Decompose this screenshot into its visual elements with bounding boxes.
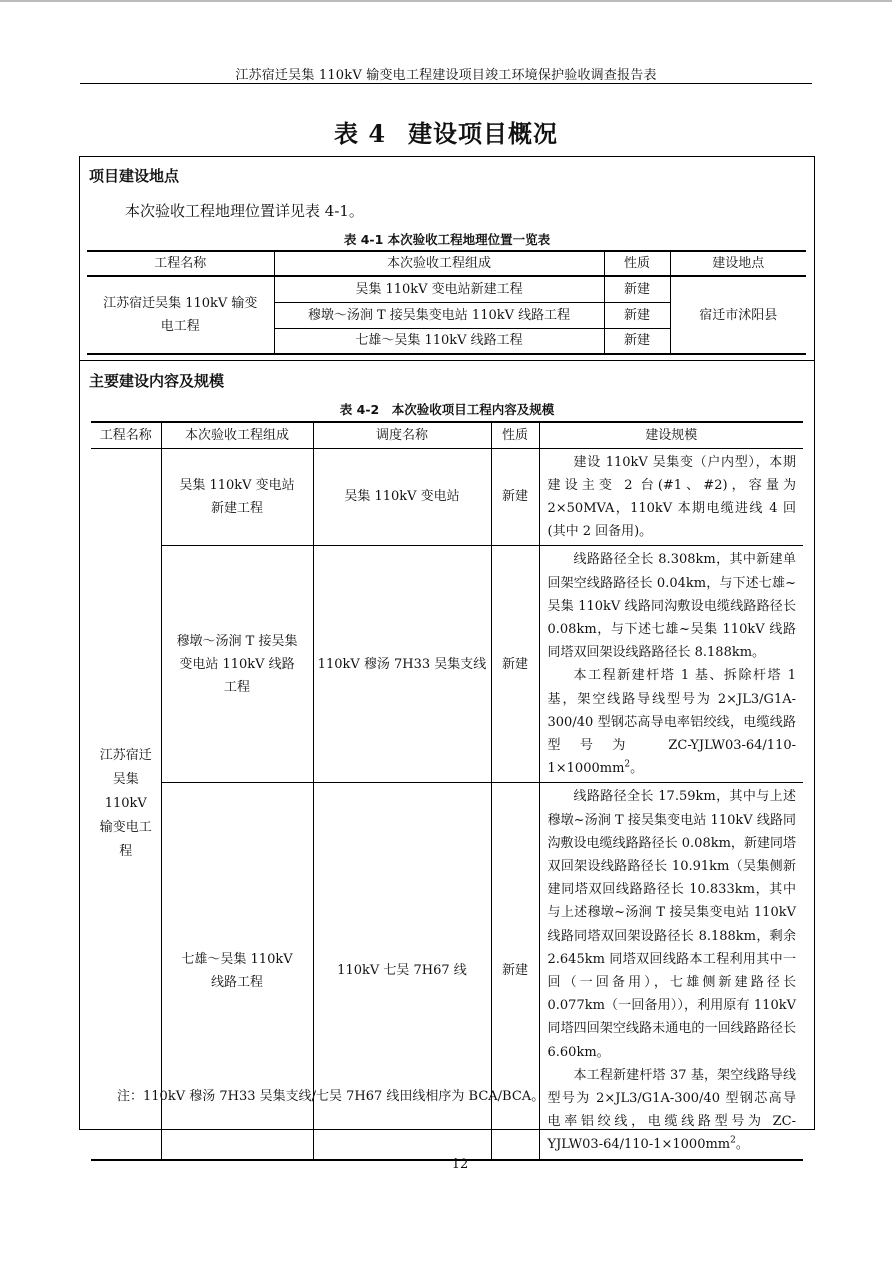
scale-paragraph: 线路路径全长 8.308km，其中新建单回架空线路路径长 0.04km，与下述七雄~吴集 110kV 线路同沟敷设电缆线路路径长 0.08km，与下述七雄~吴集 110kV 线路同塔双回架设线路路径长 8.188km。 [547, 552, 796, 661]
component-cell: 吴集 110kV 变电站新建工程 [274, 276, 604, 302]
scale-paragraph [548, 664, 797, 780]
component-cell: 穆墩～汤涧 T 接吴集变电站 110kV 线路工程 [161, 546, 313, 783]
column-header: 工程名称 [87, 251, 274, 276]
table-row [91, 448, 803, 546]
column-header: 建设地点 [670, 251, 806, 276]
scale-cell [539, 546, 803, 783]
component-cell: 七雄～吴集 110kV 线路工程 [274, 328, 604, 354]
section-location-heading: 项目建设地点 [89, 167, 180, 185]
page-number: 12 [451, 1157, 469, 1172]
section-divider [80, 360, 814, 361]
column-header: 本次验收工程组成 [161, 422, 313, 448]
dispatch-cell: 110kV 穆汤 7H33 吴集支线 [313, 546, 491, 783]
column-header: 性质 [604, 251, 670, 276]
project-name-cell: 江苏宿迁吴集 110kV 输变电工程 [103, 296, 258, 334]
nature-cell: 新建 [604, 328, 670, 354]
header-rule [80, 83, 812, 84]
column-header: 本次验收工程组成 [274, 251, 604, 276]
table-row [91, 546, 803, 783]
scale-cell [539, 448, 803, 546]
scale-text-tail: 。 [630, 761, 644, 777]
table-title: 建设项目概况 [408, 119, 559, 148]
table-header-row [91, 422, 803, 448]
scale-paragraph: 建设 110kV 吴集变（户内型），本期建设主变 2 台(#1、#2)，容量为 2×50MVA，110kV 本期电缆进线 4 回(其中 2 回备用)。 [547, 454, 796, 540]
component-cell: 七雄～吴集 110kV 线路工程 [161, 783, 313, 1160]
running-header: 江苏宿迁吴集 110kV 输变电工程建设项目竣工环境保护验收调查报告表 [235, 68, 657, 83]
table-header-row [87, 251, 806, 276]
scale-cell [539, 783, 803, 1160]
superscript: 2 [624, 759, 631, 770]
table-note: 注：110kV 穆汤 7H33 吴集支线/七吴 7H67 线田线相序为 BCA/BCA。 [117, 1089, 545, 1104]
column-header: 调度名称 [313, 422, 491, 448]
scale-text: 本工程新建杆塔 37 基，架空线路导线型号为 2×JL3/G1A-300/40 型钢芯高导电率铝绞线，电缆线路型号为 ZC-YJLW03-64/110-1×1000mm [547, 1067, 796, 1153]
nature-cell: 新建 [604, 302, 670, 328]
column-header: 建设规模 [539, 422, 803, 448]
table-4-2-caption: 表 4-2 本次验收项目工程内容及规模 [339, 402, 555, 417]
project-name-cell: 江苏宿迁吴集 110kV 输变电工程 [99, 747, 152, 859]
location-cell: 宿迁市沭阳县 [670, 276, 806, 354]
content-frame [79, 156, 815, 1153]
section-scale-heading: 主要建设内容及规模 [89, 372, 225, 390]
section-location-intro: 本次验收工程地理位置详见表 4-1。 [125, 202, 364, 220]
nature-cell: 新建 [491, 448, 539, 546]
table-row [87, 276, 806, 302]
scale-text: 本工程新建杆塔 1 基、拆除杆塔 1 基，架空线路导线型号为 2×JL3/G1A-300/40 型钢芯高导电率铝绞线，电缆线路型号为 ZC-YJLW03-64/110-1×1000mm [547, 668, 796, 777]
scale-paragraph: 线路路径全长 17.59km，其中与上述穆墩~汤涧 T 接吴集变电站 110kV 线路同沟敷设电缆线路路径长 0.08km，新建同塔双回架设线路路径长 10.91km（吴集侧新建同塔双回线路路径长 10.833km，其中与上述穆墩~汤涧 T 接吴集变电站 110kV 线路同塔双回架设路径长 8.188km，剩余 2.645km 同塔双回线路本工程利用其中一回（一回备用），七雄侧新建路径长 0.077km（一回备用）），利用原有 110kV 同塔四回架空线路未通电的一回线路路径长 6.60km。 [547, 789, 796, 1060]
nature-cell: 新建 [491, 546, 539, 783]
nature-cell: 新建 [491, 783, 539, 1160]
component-cell: 穆墩～汤涧 T 接吴集变电站 110kV 线路工程 [274, 302, 604, 328]
component-cell: 吴集 110kV 变电站新建工程 [161, 448, 313, 546]
table-4-1 [87, 250, 806, 355]
dispatch-cell: 110kV 七吴 7H67 线 [313, 783, 491, 1160]
column-header: 工程名称 [91, 422, 161, 448]
table-4-2 [91, 421, 803, 1161]
table-4-1-caption: 表 4-1 本次验收工程地理位置一览表 [343, 232, 551, 247]
scale-text-tail: 。 [735, 1137, 749, 1153]
nature-cell: 新建 [604, 276, 670, 302]
superscript: 2 [730, 1136, 736, 1147]
column-header: 性质 [491, 422, 539, 448]
dispatch-cell: 吴集 110kV 变电站 [313, 448, 491, 546]
page-title [80, 114, 812, 149]
top-border-line [0, 0, 892, 2]
table-number: 表 4 [333, 119, 387, 148]
scale-paragraph [548, 1064, 797, 1157]
